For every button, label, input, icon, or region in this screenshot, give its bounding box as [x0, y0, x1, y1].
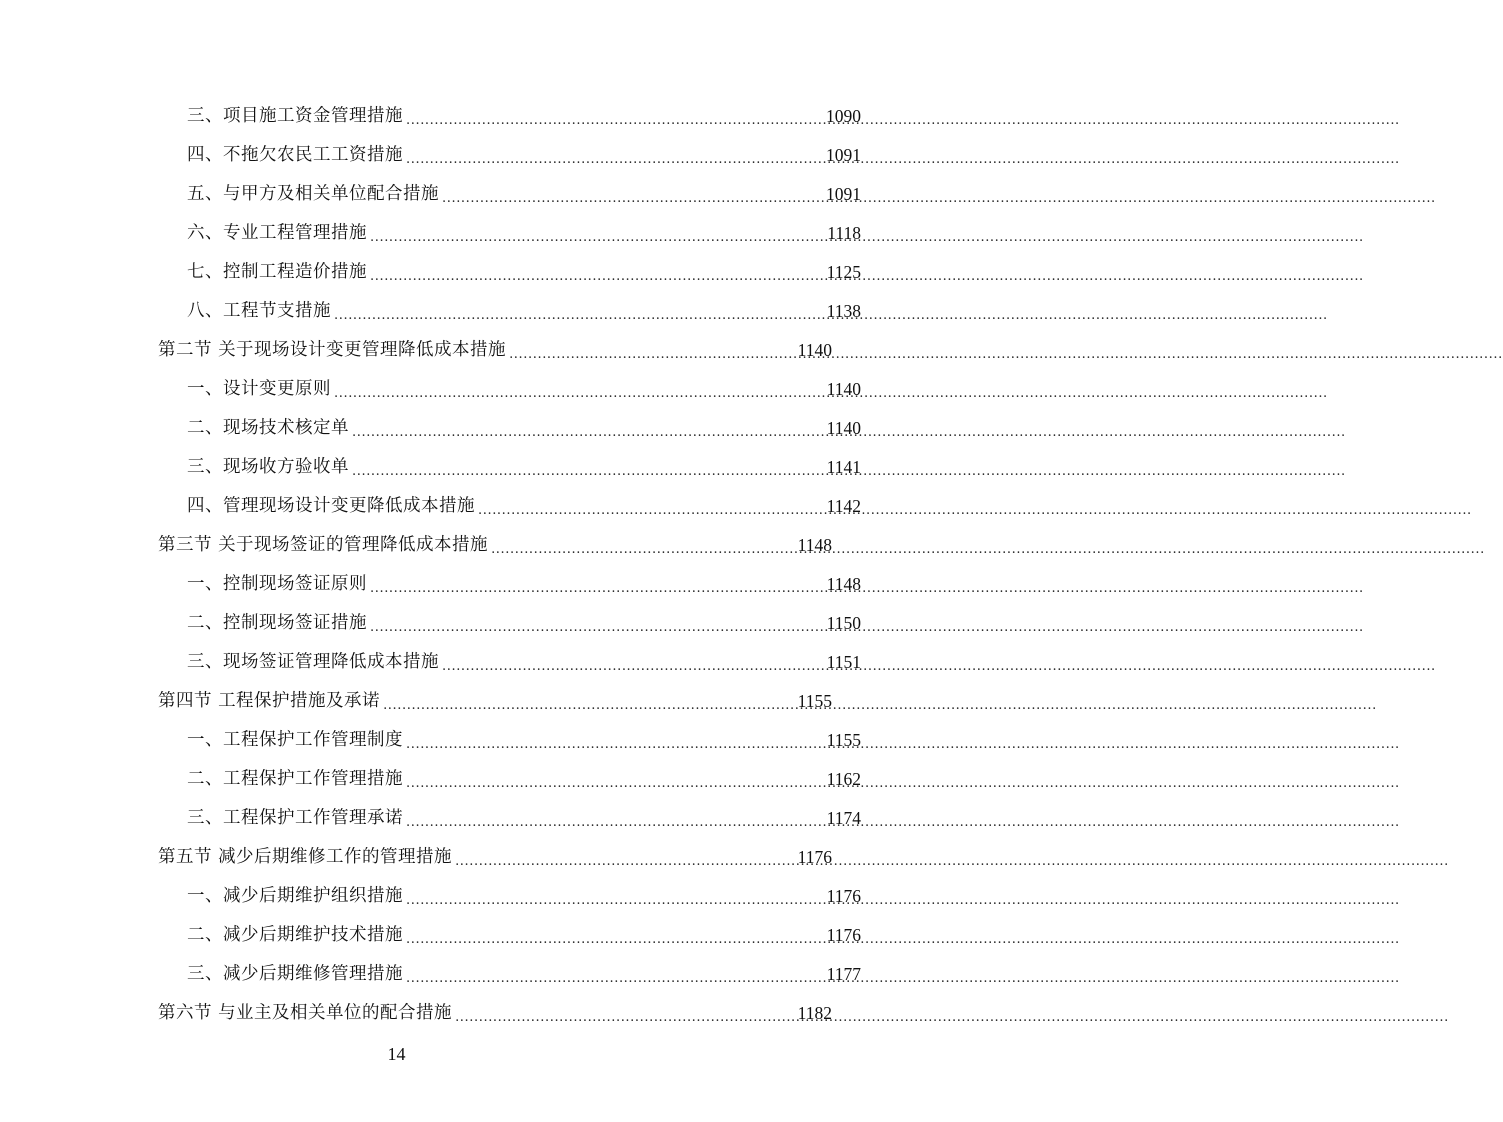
- toc-entry-label: 四、管理现场设计变更降低成本措施: [187, 496, 475, 516]
- toc-entry-label: 一、减少后期维护组织措施: [187, 886, 403, 906]
- toc-entry-page: 1140: [826, 379, 861, 399]
- toc-entry[interactable]: [0, 760, 980, 799]
- toc-entry-page: 1091: [826, 145, 861, 165]
- toc-entry-page: 1118: [827, 223, 861, 243]
- toc-entry-label: 三、现场收方验收单: [187, 457, 349, 477]
- toc-entry-page: 1176: [797, 847, 832, 867]
- dot-leader: [442, 643, 826, 682]
- toc-entry[interactable]: [0, 916, 980, 955]
- toc-entry-page: 1090: [826, 106, 861, 126]
- dot-leader: [406, 136, 825, 175]
- toc-entry[interactable]: [0, 253, 980, 292]
- toc-entry[interactable]: [0, 643, 980, 682]
- toc-entry-page: 1091: [826, 184, 861, 204]
- dot-leader: [370, 565, 826, 604]
- toc-entry-label: 三、减少后期维修管理措施: [187, 964, 403, 984]
- toc-entry-page: 1142: [826, 496, 861, 516]
- dot-leader: [406, 916, 826, 955]
- toc-entry-label: 五、与甲方及相关单位配合措施: [187, 184, 439, 204]
- toc-entry-page: 1140: [797, 340, 832, 360]
- toc-entry-label: 三、现场签证管理降低成本措施: [187, 652, 439, 672]
- toc-entry-label: 二、减少后期维护技术措施: [187, 925, 403, 945]
- dot-leader: [406, 955, 826, 994]
- toc-entry-page: 1155: [797, 691, 832, 711]
- dot-leader: [406, 799, 826, 838]
- toc-entry-label: 第三节 关于现场签证的管理降低成本措施: [158, 535, 489, 555]
- toc-section-entry[interactable]: [0, 682, 951, 721]
- dot-leader: [442, 175, 825, 214]
- toc-section-entry[interactable]: [0, 994, 951, 1033]
- toc-entry-page: 1140: [826, 418, 861, 438]
- toc-entry[interactable]: [0, 136, 980, 175]
- toc-entry[interactable]: [0, 409, 980, 448]
- toc-entry-page: 1174: [826, 808, 861, 828]
- toc-entry-page: 1138: [826, 301, 861, 321]
- dot-leader: [455, 994, 797, 1033]
- toc-entry-page: 1148: [797, 535, 832, 555]
- toc-entry-label: 第二节 关于现场设计变更管理降低成本措施: [158, 340, 507, 360]
- dot-leader: [478, 487, 826, 526]
- toc-entry[interactable]: [0, 565, 980, 604]
- toc-entry-label: 一、控制现场签证原则: [187, 574, 367, 594]
- toc-section-entry[interactable]: [0, 526, 951, 565]
- toc-entry-page: 1176: [826, 925, 861, 945]
- dot-leader: [370, 604, 826, 643]
- dot-leader: [455, 838, 797, 877]
- toc-entry-label: 一、工程保护工作管理制度: [187, 730, 403, 750]
- dot-leader: [383, 682, 797, 721]
- toc-entry[interactable]: [0, 214, 980, 253]
- toc-entry-page: 1148: [826, 574, 861, 594]
- toc-entry-page: 1141: [826, 457, 861, 477]
- toc-entry[interactable]: [0, 175, 980, 214]
- footer-page-number: 14: [387, 1044, 406, 1064]
- dot-leader: [352, 448, 826, 487]
- toc-entry-page: 1162: [826, 769, 861, 789]
- toc-entry-label: 第四节 工程保护措施及承诺: [158, 691, 381, 711]
- dot-leader: [370, 214, 826, 253]
- dot-leader: [406, 721, 826, 760]
- toc-entry-label: 二、现场技术核定单: [187, 418, 349, 438]
- dot-leader: [352, 409, 826, 448]
- toc-entry-label: 二、工程保护工作管理措施: [187, 769, 403, 789]
- toc-entry-page: 1177: [826, 964, 861, 984]
- toc-entry-label: 六、专业工程管理措施: [187, 223, 367, 243]
- toc-entry-page: 1176: [826, 886, 861, 906]
- toc-entry[interactable]: [0, 292, 980, 331]
- toc-entry[interactable]: [0, 604, 980, 643]
- toc-entry-label: 三、项目施工资金管理措施: [187, 106, 403, 126]
- toc-entry-page: 1150: [826, 613, 861, 633]
- toc-entry-label: 七、控制工程造价措施: [187, 262, 367, 282]
- dot-leader: [406, 877, 826, 916]
- dot-leader: [406, 760, 826, 799]
- toc-entry-label: 三、工程保护工作管理承诺: [187, 808, 403, 828]
- toc-entry[interactable]: [0, 448, 980, 487]
- dot-leader: [509, 331, 797, 370]
- toc-entry[interactable]: [0, 877, 980, 916]
- dot-leader: [370, 253, 826, 292]
- toc-entry-page: 1155: [826, 730, 861, 750]
- dot-leader: [334, 292, 826, 331]
- toc-entry-label: 第六节 与业主及相关单位的配合措施: [158, 1003, 453, 1023]
- toc-entry[interactable]: [0, 799, 980, 838]
- toc-entry[interactable]: [0, 721, 980, 760]
- toc-entry[interactable]: [0, 487, 980, 526]
- toc-entry[interactable]: [0, 370, 980, 409]
- dot-leader: [491, 526, 797, 565]
- dot-leader: [334, 370, 826, 409]
- toc-entry-label: 二、控制现场签证措施: [187, 613, 367, 633]
- dot-leader: [406, 97, 825, 136]
- toc-entry-page: 1182: [797, 1003, 832, 1023]
- toc-entry-label: 一、设计变更原则: [187, 379, 331, 399]
- toc-entry-label: 第五节 减少后期维修工作的管理措施: [158, 847, 453, 867]
- toc-section-entry[interactable]: [0, 838, 951, 877]
- toc-entry-label: 四、不拖欠农民工工资措施: [187, 145, 403, 165]
- toc-entry[interactable]: [0, 97, 980, 136]
- toc-entry-page: 1151: [826, 652, 861, 672]
- toc-entry-page: 1125: [826, 262, 861, 282]
- toc-section-entry[interactable]: [0, 331, 951, 370]
- toc-entry-label: 八、工程节支措施: [187, 301, 331, 321]
- toc-entry[interactable]: [0, 955, 980, 994]
